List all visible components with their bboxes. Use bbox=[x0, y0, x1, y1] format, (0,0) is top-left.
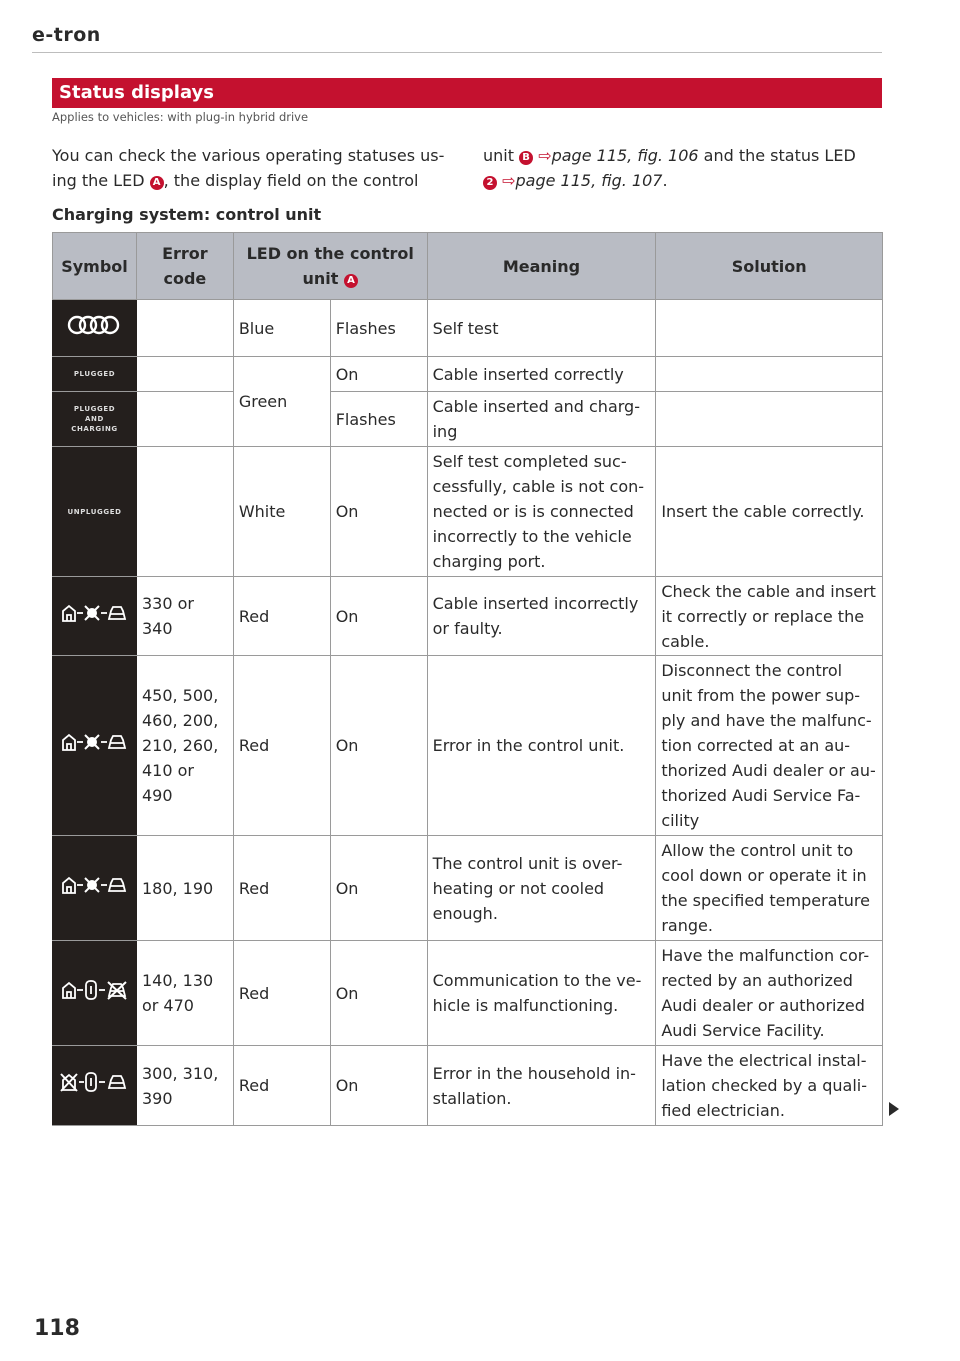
meaning-cell: Self test completed suc-cessfully, cable is not con-nected or is is connected incorrectly to the vehicle charging port. bbox=[427, 447, 656, 577]
error-code-cell bbox=[136, 300, 233, 357]
error-code-cell: 450, 500, 460, 200, 210, 260, 410 or 490 bbox=[136, 656, 233, 836]
table-row bbox=[53, 300, 883, 357]
page-number: 118 bbox=[34, 1316, 80, 1341]
led-state-cell: Flashes bbox=[330, 392, 427, 447]
marker-a-icon: A bbox=[150, 176, 164, 190]
error-code-cell: 140, 130 or 470 bbox=[136, 941, 233, 1046]
unplugged-status-icon: UNPLUGGED bbox=[53, 447, 137, 577]
error-unit-vehicle-icon bbox=[53, 1046, 137, 1126]
led-color-cell: Green bbox=[233, 357, 330, 447]
plugged-status-icon: PLUGGED bbox=[53, 357, 137, 392]
solution-cell: Insert the cable correctly. bbox=[656, 447, 883, 577]
led-color-cell: Red bbox=[233, 941, 330, 1046]
col-header-solution: Solution bbox=[656, 233, 883, 300]
solution-cell bbox=[656, 357, 883, 392]
solution-cell: Check the cable and insert it correctly or replace the cable. bbox=[656, 577, 883, 656]
page-ref-link[interactable]: page 115, fig. 106 bbox=[551, 146, 699, 165]
table-row bbox=[53, 447, 883, 577]
intro-right-column: unit B ⇨page 115, fig. 106 and the status LED 2 ⇨page 115, fig. 107. bbox=[483, 146, 856, 190]
table-header-row bbox=[53, 233, 883, 300]
page-ref-link[interactable]: page 115, fig. 107 bbox=[515, 171, 663, 190]
led-state-cell: Flashes bbox=[330, 300, 427, 357]
led-state-cell: On bbox=[330, 941, 427, 1046]
plug-error-vehicle-icon bbox=[53, 836, 137, 941]
meaning-cell: Cable inserted incorrectly or faulty. bbox=[427, 577, 656, 656]
plugged-and-charging-status-icon: PLUGGED AND CHARGING bbox=[53, 392, 137, 447]
led-state-cell: On bbox=[330, 656, 427, 836]
col-header-error-code: Error code bbox=[136, 233, 233, 300]
col-header-led: LED on the control unit A bbox=[233, 233, 427, 300]
meaning-cell: Communication to the ve-hicle is malfunctioning. bbox=[427, 941, 656, 1046]
meaning-cell: Error in the control unit. bbox=[427, 656, 656, 836]
error-code-cell bbox=[136, 392, 233, 447]
table-row bbox=[53, 1046, 883, 1126]
plug-unit-error-icon bbox=[53, 941, 137, 1046]
meaning-cell: Self test bbox=[427, 300, 656, 357]
marker-2-icon: 2 bbox=[483, 176, 497, 190]
error-code-cell bbox=[136, 357, 233, 392]
solution-cell: Have the electrical instal-lation checked by a quali-fied electrician. bbox=[656, 1046, 883, 1126]
plug-error-vehicle-icon bbox=[53, 577, 137, 656]
status-table bbox=[52, 232, 883, 1126]
solution-cell bbox=[656, 392, 883, 447]
led-color-cell: Red bbox=[233, 656, 330, 836]
audi-rings-icon bbox=[53, 300, 137, 357]
led-state-cell: On bbox=[330, 836, 427, 941]
marker-a-icon: A bbox=[344, 274, 358, 288]
error-code-cell: 300, 310, 390 bbox=[136, 1046, 233, 1126]
continued-arrow-icon bbox=[889, 1102, 899, 1116]
led-state-cell: On bbox=[330, 1046, 427, 1126]
error-code-cell: 180, 190 bbox=[136, 836, 233, 941]
meaning-cell: Cable inserted correctly bbox=[427, 357, 656, 392]
meaning-cell: The control unit is over-heating or not cooled enough. bbox=[427, 836, 656, 941]
led-color-cell: Blue bbox=[233, 300, 330, 357]
col-header-symbol: Symbol bbox=[53, 233, 137, 300]
col-header-meaning: Meaning bbox=[427, 233, 656, 300]
error-code-cell: 330 or 340 bbox=[136, 577, 233, 656]
meaning-cell: Error in the household in-stallation. bbox=[427, 1046, 656, 1126]
table-row bbox=[53, 836, 883, 941]
cross-ref-arrow-icon: ⇨ bbox=[538, 146, 552, 165]
marker-b-icon: B bbox=[519, 151, 533, 165]
led-state-cell: On bbox=[330, 447, 427, 577]
header-divider bbox=[32, 52, 882, 53]
cross-ref-arrow-icon: ⇨ bbox=[502, 171, 516, 190]
solution-cell: Allow the control unit to cool down or operate it in the specified temperature range. bbox=[656, 836, 883, 941]
led-color-cell: Red bbox=[233, 836, 330, 941]
section-banner: Status displays bbox=[52, 78, 882, 108]
section-title: Charging system: control unit bbox=[52, 205, 322, 224]
led-color-cell: Red bbox=[233, 1046, 330, 1126]
table-row bbox=[53, 656, 883, 836]
led-state-cell: On bbox=[330, 577, 427, 656]
meaning-cell: Cable inserted and charg-ing bbox=[427, 392, 656, 447]
solution-cell bbox=[656, 300, 883, 357]
running-header: e-tron bbox=[32, 24, 101, 46]
plug-error-vehicle-icon bbox=[53, 656, 137, 836]
led-state-cell: On bbox=[330, 357, 427, 392]
table-row bbox=[53, 577, 883, 656]
solution-cell: Have the malfunction cor-rected by an authorized Audi dealer or authorized Audi Service Facility. bbox=[656, 941, 883, 1046]
table-row bbox=[53, 392, 883, 447]
error-code-cell bbox=[136, 447, 233, 577]
intro-left-column: You can check the various operating statuses us- ing the LED A , the display field on the control bbox=[52, 146, 445, 190]
solution-cell: Disconnect the control unit from the power sup-ply and have the malfunc-tion corrected at an au-thorized Audi dealer or au-thorized Audi Service Fa-cility bbox=[656, 656, 883, 836]
led-color-cell: White bbox=[233, 447, 330, 577]
led-color-cell: Red bbox=[233, 577, 330, 656]
applies-to-note: Applies to vehicles: with plug-in hybrid drive bbox=[52, 110, 309, 124]
table-row bbox=[53, 941, 883, 1046]
table-row bbox=[53, 357, 883, 392]
